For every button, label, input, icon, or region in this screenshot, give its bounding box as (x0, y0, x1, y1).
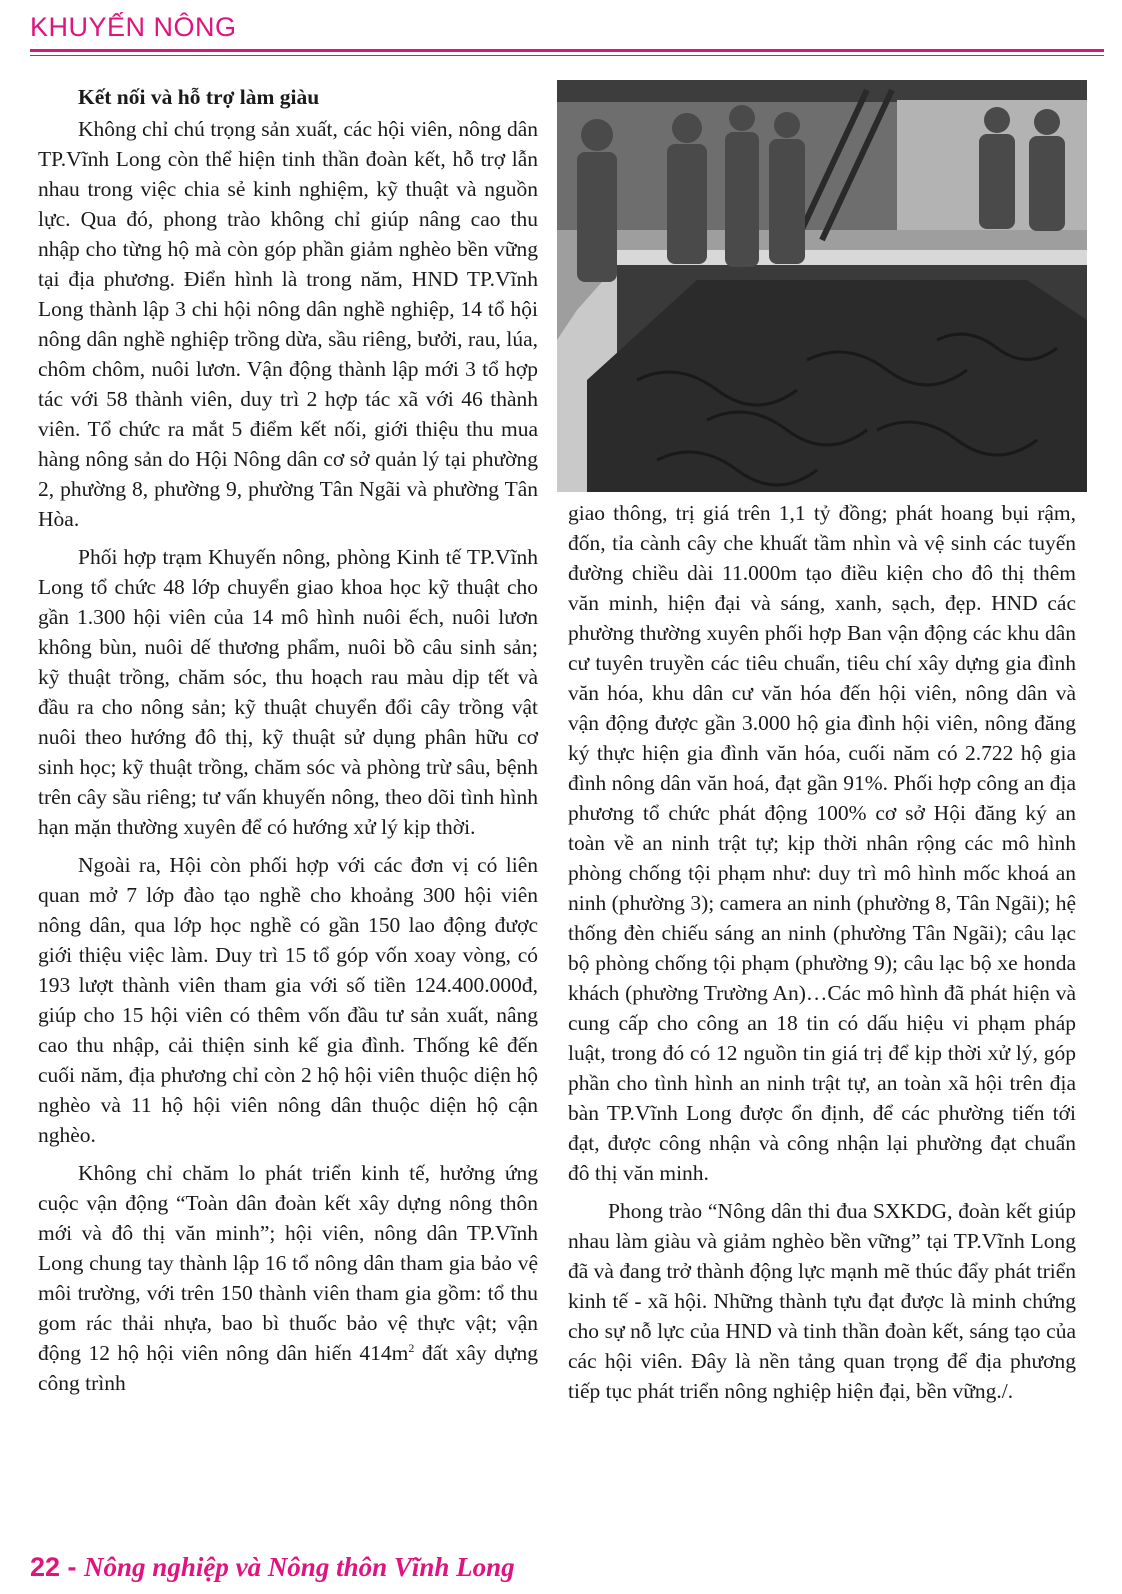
paragraph-text: Không chỉ chăm lo phát triển kinh tế, hưởng ứng cuộc vận động “Toàn dân đoàn kết xây dựng nông thôn mới và đô thị văn minh”; hội viên, nông dân TP.Vĩnh Long chung tay thành lập 16 tổ nông dân tham gia bảo vệ môi trường, với trên 150 thành viên tham gia gồm: tổ thu gom rác thải nhựa, bao bì thuốc bảo vệ thực vật; vận động 12 hộ hội viên nông dân hiến 414m (38, 1161, 538, 1365)
article-paragraph: Phối hợp trạm Khuyến nông, phòng Kinh tế TP.Vĩnh Long tổ chức 48 lớp chuyển giao khoa học kỹ thuật cho gần 1.300 hội viên của 14 mô hình nuôi ếch, nuôi lươn không bùn, nuôi dế thương phẩm, nuôi bồ câu sinh sản; kỹ thuật trồng, chăm sóc, thu hoạch rau màu dịp tết và đầu ra cho nông sản; kỹ thuật chuyển đổi cây trồng vật nuôi theo hướng đô thị, kỹ thuật sử dụng phân hữu cơ sinh học; kỹ thuật trồng, chăm sóc và phòng trừ sâu, bệnh trên cây sầu riêng; tư vấn khuyến nông, theo dõi tình hình hạn mặn thường xuyên để có hướng xử lý kịp thời. (38, 545, 538, 839)
area-unit-superscript: 2 (408, 1340, 415, 1355)
magazine-name: Nông nghiệp và Nông thôn Vĩnh Long (84, 1552, 515, 1582)
article-paragraph: Không chỉ chú trọng sản xuất, các hội viên, nông dân TP.Vĩnh Long còn thể hiện tinh thần đoàn kết, hỗ trợ lẫn nhau trong việc chia sẻ kinh nghiệm, kỹ thuật và nguồn lực. Qua đó, phong trào không chỉ giúp nâng cao thu nhập cho từng hộ mà còn góp phần giảm nghèo bền vững tại địa phương. Điển hình là trong năm, HND TP.Vĩnh Long thành lập 3 chi hội nông dân nghề nghiệp, 14 tổ hội nông dân nghề nghiệp trồng dừa, sầu riêng, bưởi, rau, lúa, chôm chôm, nuôi lươn. Vận động thành lập mới 3 tổ hợp tác với 58 thành viên, duy trì 2 hợp tác xã với 46 thành viên. Tổ chức ra mắt 5 điểm kết nối, giới thiệu thu mua hàng nông sản do Hội Nông dân cơ sở quản lý tại phường 2, phường 8, phường 9, phường Tân Ngãi và phường Tân Hòa. (38, 117, 538, 531)
footer-separator: - (60, 1552, 85, 1582)
article-paragraph: Ngoài ra, Hội còn phối hợp với các đơn vị có liên quan mở 7 lớp đào tạo nghề cho khoảng 300 hội viên nông dân, qua lớp học nghề có gần 150 lao động được giới thiệu việc làm. Duy trì 15 tổ góp vốn xoay vòng, có 193 lượt thành viên tham gia với số tiền 124.400.000đ, giúp cho 15 hội viên có thêm vốn đầu tư sản xuất, nâng cao thu nhập, cải thiện sinh kế gia đình. Thống kê đến cuối năm, địa phương chỉ còn 2 hộ hội viên thuộc diện hộ nghèo và 11 hộ hội viên nông dân thuộc diện hộ cận nghèo. (38, 853, 538, 1147)
page-footer (30, 1552, 515, 1588)
header-rule-thick (30, 49, 1104, 52)
header-rule-thin (30, 55, 1104, 56)
article-paragraph-continued (38, 1158, 538, 1398)
article-left-column (38, 82, 538, 1398)
article-section-heading: Kết nối và hỗ trợ làm giàu (78, 85, 320, 109)
section-title: KHUYẾN NÔNG (30, 12, 237, 42)
article-paragraph-continuation: giao thông, trị giá trên 1,1 tỷ đồng; phát hoang bụi rậm, đốn, tỉa cành cây che khuất tầm nhìn và vệ sinh các tuyến đường chiều dài 11.000m tạo điều kiện cho đô thị thêm văn minh, hiện đại và sáng, xanh, sạch, đẹp. HND các phường thường xuyên phối hợp Ban vận động các khu dân cư tuyên truyền các tiêu chuẩn, tiêu chí xây dựng gia đình văn hóa, khu dân cư văn hóa đến hội viên, nông dân và vận động được gần 3.000 hộ gia đình hội viên, nông đăng ký thực hiện gia đình văn hóa, cuối năm có 2.722 hộ gia đình nông dân văn hoá, đạt gần 91%. Phối hợp công an địa phương tổ chức phát động 100% cơ sở Hội đăng ký an toàn về an ninh trật tự; kịp thời nhân rộng các mô hình phòng chống tội phạm như: duy trì mô hình mốc khoá an ninh (phường 3); camera an ninh (phường 8, Tân Ngãi); hệ thống đèn chiếu sáng an ninh (phường Tân Ngãi); câu lạc bộ phòng chống tội phạm (phường 9); câu lạc bộ xe honda khách (phường Trường An)…Các mô hình đã phát hiện và cung cấp cho công an 18 tin có dấu hiệu vi phạm pháp luật, trong đó có 12 nguồn tin giá trị để kịp thời xử lý, góp phần cho tình hình an ninh trật tự, an toàn xã hội trên địa bàn TP.Vĩnh Long được ổn định, để các phường tiến tới đạt, được công nhận và công nhận lại phường đạt chuẩn đô thị văn minh. (568, 501, 1076, 1185)
paragraph-text-tail: đất xây dựng công trình (38, 1341, 538, 1395)
page-number: 22 (30, 1552, 61, 1582)
article-paragraph: Phong trào “Nông dân thi đua SXKDG, đoàn kết giúp nhau làm giàu và giảm nghèo bền vững” tại TP.Vĩnh Long đã và đang trở thành động lực mạnh mẽ thúc đẩy phát triển kinh tế - xã hội. Những thành tựu đạt được là minh chứng cho sự nỗ lực của HND và tinh thần đoàn kết, sáng tạo của các hội viên. Đây là nền tảng quan trọng để địa phương tiếp tục phát triển nông nghiệp hiện đại, bền vững./. (568, 1199, 1076, 1403)
photo-illustration (557, 80, 1087, 492)
article-right-column (568, 498, 1076, 1414)
article-photo-eel-farm (557, 80, 1087, 492)
